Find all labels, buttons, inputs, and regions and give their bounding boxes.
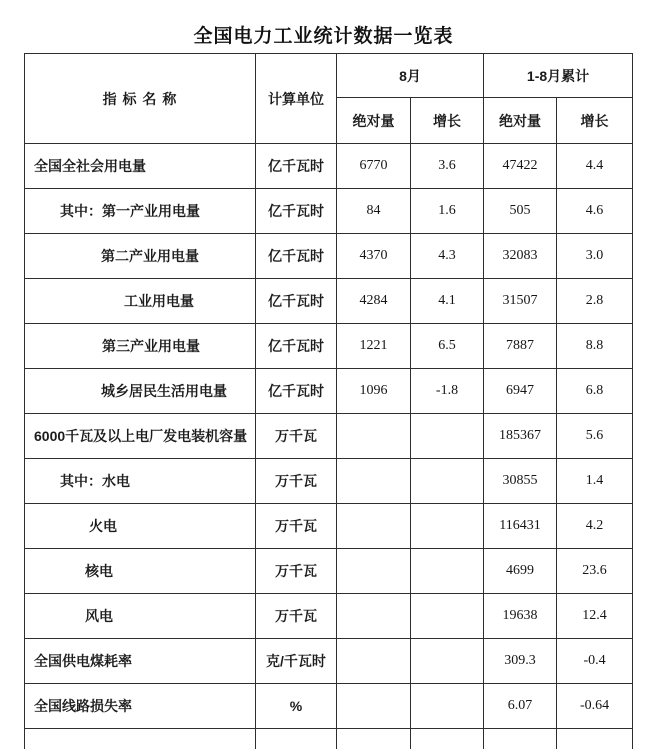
month-absolute-cell xyxy=(337,504,411,549)
cumulative-absolute-cell: 47422 xyxy=(484,144,557,189)
unit-cell: 亿千瓦时 xyxy=(256,234,337,279)
cumulative-absolute-cell: 7887 xyxy=(484,324,557,369)
cumulative-absolute-cell: 116431 xyxy=(484,504,557,549)
month-growth-cell xyxy=(411,639,484,684)
unit-cell: 万千瓦 xyxy=(256,504,337,549)
cumulative-growth-cell: 2.8 xyxy=(557,279,633,324)
page-title: 全国电力工业统计数据一览表 xyxy=(193,26,454,47)
month-absolute-cell: 84 xyxy=(337,189,411,234)
indicator-cell: 全国全社会用电量 xyxy=(25,144,256,189)
month-absolute-cell xyxy=(337,684,411,729)
indicator-cell: 其中：第一产业用电量 xyxy=(25,189,256,234)
cumulative-absolute-cell: 185367 xyxy=(484,414,557,459)
cumulative-absolute-cell: 4699 xyxy=(484,549,557,594)
month-absolute-cell xyxy=(337,639,411,684)
month-absolute-cell xyxy=(337,414,411,459)
month-growth-cell: 1.6 xyxy=(411,189,484,234)
unit-cell: 万千瓦 xyxy=(256,549,337,594)
month-growth-cell: 4.3 xyxy=(411,234,484,279)
cumulative-growth-cell: -0.64 xyxy=(557,684,633,729)
cumulative-absolute-cell: 505 xyxy=(484,189,557,234)
indicator-cell: 核电 xyxy=(25,549,256,594)
table-row xyxy=(25,144,633,189)
cumulative-growth-cell: -0.4 xyxy=(557,639,633,684)
table-row xyxy=(25,369,633,414)
month-absolute-cell: 1096 xyxy=(337,369,411,414)
table-row xyxy=(25,189,633,234)
indicator-cell: 6000千瓦及以上电厂发电装机容量 xyxy=(25,414,256,459)
table-body xyxy=(25,144,633,749)
table-row xyxy=(25,639,633,684)
month-growth-cell xyxy=(411,684,484,729)
month-growth-cell: 3.6 xyxy=(411,144,484,189)
table-row xyxy=(25,414,633,459)
month-growth-cell xyxy=(411,594,484,639)
month-absolute-cell: 1221 xyxy=(337,324,411,369)
cumulative-growth-cell xyxy=(557,729,633,749)
month-absolute-cell xyxy=(337,549,411,594)
month-absolute-cell xyxy=(337,594,411,639)
cumulative-growth-cell: 1.4 xyxy=(557,459,633,504)
table-row xyxy=(25,234,633,279)
table-row xyxy=(25,684,633,729)
cumulative-growth-cell: 4.2 xyxy=(557,504,633,549)
month-growth-cell xyxy=(411,549,484,594)
table-row xyxy=(25,459,633,504)
month-growth-cell xyxy=(411,504,484,549)
table-row xyxy=(25,504,633,549)
header-august-group: 8月 xyxy=(337,54,484,98)
unit-cell: 亿千瓦时 xyxy=(256,144,337,189)
header-august-growth: 增长 xyxy=(411,98,484,144)
month-growth-cell: -1.8 xyxy=(411,369,484,414)
indicator-cell: 第三产业用电量 xyxy=(25,324,256,369)
month-growth-cell: 4.1 xyxy=(411,279,484,324)
table-row xyxy=(25,594,633,639)
cumulative-absolute-cell: 30855 xyxy=(484,459,557,504)
unit-cell: % xyxy=(256,684,337,729)
unit-cell: 万千瓦 xyxy=(256,459,337,504)
table-row xyxy=(25,549,633,594)
unit-cell: 万千瓦 xyxy=(256,594,337,639)
month-growth-cell xyxy=(411,414,484,459)
header-row-top xyxy=(25,54,633,98)
cumulative-absolute-cell: 19638 xyxy=(484,594,557,639)
unit-cell: 亿千瓦时 xyxy=(256,279,337,324)
indicator-cell xyxy=(25,729,256,749)
unit-cell: 克/千瓦时 xyxy=(256,639,337,684)
month-growth-cell xyxy=(411,459,484,504)
cumulative-absolute-cell xyxy=(484,729,557,749)
unit-cell: 亿千瓦时 xyxy=(256,369,337,414)
cumulative-growth-cell: 4.4 xyxy=(557,144,633,189)
header-cumulative-growth: 增长 xyxy=(557,98,633,144)
statistics-table xyxy=(24,53,633,749)
indicator-cell: 第二产业用电量 xyxy=(25,234,256,279)
table-row-partial xyxy=(25,729,633,749)
indicator-cell: 城乡居民生活用电量 xyxy=(25,369,256,414)
indicator-cell: 全国线路损失率 xyxy=(25,684,256,729)
cumulative-absolute-cell: 6947 xyxy=(484,369,557,414)
cumulative-growth-cell: 3.0 xyxy=(557,234,633,279)
month-absolute-cell: 4284 xyxy=(337,279,411,324)
unit-cell: 亿千瓦时 xyxy=(256,324,337,369)
cumulative-growth-cell: 5.6 xyxy=(557,414,633,459)
indicator-cell: 全国供电煤耗率 xyxy=(25,639,256,684)
cumulative-absolute-cell: 309.3 xyxy=(484,639,557,684)
table-header xyxy=(25,54,633,144)
cumulative-growth-cell: 23.6 xyxy=(557,549,633,594)
table-row xyxy=(25,279,633,324)
indicator-cell: 工业用电量 xyxy=(25,279,256,324)
month-absolute-cell xyxy=(337,729,411,749)
cumulative-growth-cell: 6.8 xyxy=(557,369,633,414)
month-growth-cell: 6.5 xyxy=(411,324,484,369)
header-august-absolute: 绝对量 xyxy=(337,98,411,144)
header-unit: 计算单位 xyxy=(256,54,337,144)
month-absolute-cell xyxy=(337,459,411,504)
cumulative-absolute-cell: 31507 xyxy=(484,279,557,324)
cumulative-absolute-cell: 6.07 xyxy=(484,684,557,729)
indicator-cell: 其中：水电 xyxy=(25,459,256,504)
month-absolute-cell: 6770 xyxy=(337,144,411,189)
unit-cell: 万千瓦 xyxy=(256,414,337,459)
header-cumulative-absolute: 绝对量 xyxy=(484,98,557,144)
unit-cell: 亿千瓦时 xyxy=(256,189,337,234)
month-absolute-cell: 4370 xyxy=(337,234,411,279)
header-indicator-name: 指 标 名 称 xyxy=(25,54,256,144)
table-row xyxy=(25,324,633,369)
cumulative-growth-cell: 4.6 xyxy=(557,189,633,234)
indicator-cell: 风电 xyxy=(25,594,256,639)
header-cumulative-group: 1-8月累计 xyxy=(484,54,633,98)
cumulative-growth-cell: 8.8 xyxy=(557,324,633,369)
cumulative-absolute-cell: 32083 xyxy=(484,234,557,279)
cumulative-growth-cell: 12.4 xyxy=(557,594,633,639)
indicator-cell: 火电 xyxy=(25,504,256,549)
unit-cell xyxy=(256,729,337,749)
month-growth-cell xyxy=(411,729,484,749)
